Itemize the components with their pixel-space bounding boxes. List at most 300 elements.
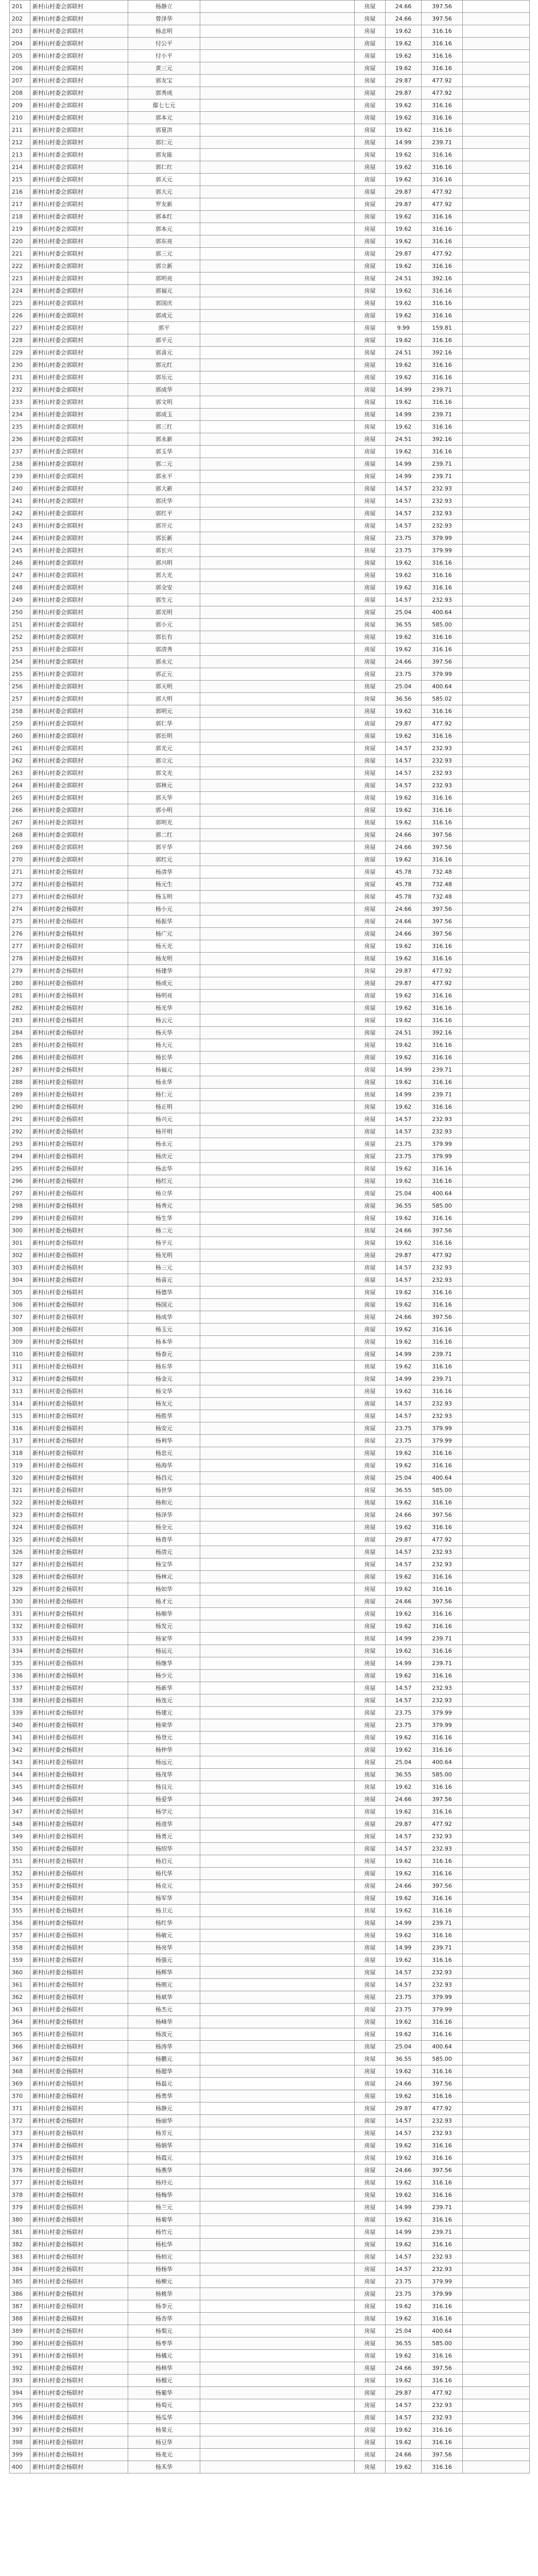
area-cell: 14.57	[386, 1979, 422, 1991]
table-row	[10, 260, 530, 273]
amount-cell: 316.16	[422, 1014, 463, 1027]
name-cell: 郭三红	[128, 421, 200, 433]
category-cell: 房屋	[355, 2300, 386, 2313]
blank-cell	[200, 2337, 355, 2350]
row-number-cell: 368	[10, 2065, 30, 2078]
row-number-cell: 242	[10, 507, 30, 520]
blank-cell	[200, 1286, 355, 1299]
blank-cell	[200, 2251, 355, 2263]
blank-cell	[200, 396, 355, 409]
category-cell: 房屋	[355, 1076, 386, 1089]
table-row	[10, 1967, 530, 1979]
table-row	[10, 1843, 530, 1855]
blank-cell	[200, 1769, 355, 1781]
table-row	[10, 2177, 530, 2189]
table-row	[10, 2337, 530, 2350]
blank-cell	[463, 1633, 530, 1645]
blank-cell	[200, 2078, 355, 2090]
amount-cell: 232.93	[422, 742, 463, 755]
blank-cell	[463, 2041, 530, 2053]
blank-cell	[463, 1917, 530, 1929]
name-cell: 杨果元	[128, 2424, 200, 2436]
table-row	[10, 2412, 530, 2424]
row-number-cell: 335	[10, 1657, 30, 1670]
row-number-cell: 274	[10, 903, 30, 916]
area-cell: 24.66	[386, 928, 422, 940]
amount-cell: 477.92	[422, 1818, 463, 1831]
blank-cell	[463, 1002, 530, 1014]
area-cell: 19.62	[386, 1460, 422, 1472]
area-cell: 23.75	[386, 2276, 422, 2288]
category-cell: 房屋	[355, 1274, 386, 1286]
unit-cell: 新村山村委会杨联村	[30, 1497, 128, 1509]
category-cell: 房屋	[355, 211, 386, 223]
amount-cell: 392.16	[422, 1027, 463, 1039]
category-cell: 房屋	[355, 297, 386, 310]
row-number-cell: 330	[10, 1596, 30, 1608]
name-cell: 郭本元	[128, 112, 200, 124]
name-cell: 杨鹏元	[128, 2053, 200, 2065]
blank-cell	[200, 2177, 355, 2189]
name-cell: 杨本华	[128, 1336, 200, 1348]
blank-cell	[200, 1793, 355, 1806]
area-cell: 23.75	[386, 1150, 422, 1163]
row-number-cell: 256	[10, 681, 30, 693]
name-cell: 郭长明	[128, 730, 200, 742]
area-cell: 45.78	[386, 878, 422, 891]
unit-cell: 新村山村委会杨联村	[30, 891, 128, 903]
area-cell: 19.62	[386, 446, 422, 458]
category-cell: 房屋	[355, 1521, 386, 1534]
amount-cell: 239.71	[422, 409, 463, 421]
amount-cell: 316.16	[422, 2300, 463, 2313]
table-row	[10, 2189, 530, 2201]
name-cell: 杨平元	[128, 1237, 200, 1249]
blank-cell	[463, 1583, 530, 1596]
unit-cell: 新村山村委会郭联村	[30, 310, 128, 322]
table-row	[10, 223, 530, 235]
unit-cell: 新村山村委会郭联村	[30, 161, 128, 174]
area-cell: 23.75	[386, 545, 422, 557]
table-row	[10, 359, 530, 371]
amount-cell: 316.16	[422, 310, 463, 322]
blank-cell	[463, 1385, 530, 1398]
blank-cell	[200, 1274, 355, 1286]
blank-cell	[463, 1052, 530, 1064]
unit-cell: 新村山村委会杨联村	[30, 2375, 128, 2387]
amount-cell: 316.16	[422, 582, 463, 594]
blank-cell	[200, 2263, 355, 2276]
table-row	[10, 483, 530, 495]
blank-cell	[200, 2350, 355, 2362]
category-cell: 房屋	[355, 990, 386, 1002]
unit-cell: 新村山村委会郭联村	[30, 841, 128, 854]
blank-cell	[200, 285, 355, 297]
row-number-cell: 316	[10, 1422, 30, 1435]
area-cell: 23.75	[386, 1707, 422, 1719]
category-cell: 房屋	[355, 1991, 386, 2004]
name-cell: 杨元生	[128, 878, 200, 891]
blank-cell	[200, 470, 355, 483]
category-cell: 房屋	[355, 99, 386, 112]
row-number-cell: 359	[10, 1954, 30, 1967]
unit-cell: 新村山村委会郭联村	[30, 322, 128, 334]
category-cell: 房屋	[355, 495, 386, 507]
unit-cell: 新村山村委会杨联村	[30, 1657, 128, 1670]
amount-cell: 379.99	[422, 2004, 463, 2016]
blank-cell	[463, 1596, 530, 1608]
area-cell: 24.66	[386, 1880, 422, 1892]
amount-cell: 316.16	[422, 2028, 463, 2041]
amount-cell: 316.16	[422, 1336, 463, 1348]
row-number-cell: 345	[10, 1781, 30, 1793]
blank-cell	[200, 458, 355, 470]
name-cell: 郭仁元	[128, 137, 200, 149]
blank-cell	[200, 1694, 355, 1707]
unit-cell: 新村山村委会杨联村	[30, 1694, 128, 1707]
category-cell: 房屋	[355, 520, 386, 532]
unit-cell: 新村山村委会杨联村	[30, 1596, 128, 1608]
unit-cell: 新村山村委会郭联村	[30, 1, 128, 13]
name-cell: 杨辉华	[128, 1967, 200, 1979]
amount-cell: 239.71	[422, 1657, 463, 1670]
row-number-cell: 292	[10, 1126, 30, 1138]
table-row	[10, 619, 530, 631]
blank-cell	[200, 705, 355, 718]
blank-cell	[463, 977, 530, 990]
blank-cell	[463, 334, 530, 347]
blank-cell	[463, 1472, 530, 1484]
row-number-cell: 282	[10, 1002, 30, 1014]
amount-cell: 379.99	[422, 1435, 463, 1447]
row-number-cell: 281	[10, 990, 30, 1002]
blank-cell	[463, 507, 530, 520]
unit-cell: 新村山村委会郭联村	[30, 396, 128, 409]
name-cell: 郭成华	[128, 384, 200, 396]
amount-cell: 585.02	[422, 693, 463, 705]
name-cell: 杨娟华	[128, 2140, 200, 2152]
blank-cell	[463, 1225, 530, 1237]
unit-cell: 新村山村委会郭联村	[30, 520, 128, 532]
blank-cell	[200, 2461, 355, 2473]
unit-cell: 新村山村委会杨联村	[30, 2251, 128, 2263]
blank-cell	[200, 2152, 355, 2164]
area-cell: 29.87	[386, 198, 422, 211]
category-cell: 房屋	[355, 1979, 386, 1991]
blank-cell	[200, 977, 355, 990]
row-number-cell: 301	[10, 1237, 30, 1249]
category-cell: 房屋	[355, 2449, 386, 2461]
name-cell: 郭大光	[128, 569, 200, 582]
blank-cell	[463, 198, 530, 211]
amount-cell: 232.93	[422, 1843, 463, 1855]
amount-cell: 232.93	[422, 1682, 463, 1694]
area-cell: 19.62	[386, 2140, 422, 2152]
table-row	[10, 211, 530, 223]
blank-cell	[463, 421, 530, 433]
blank-cell	[200, 668, 355, 681]
row-number-cell: 383	[10, 2251, 30, 2263]
blank-cell	[463, 1435, 530, 1447]
name-cell: 杨克元	[128, 1880, 200, 1892]
unit-cell: 新村山村委会杨联村	[30, 1880, 128, 1892]
blank-cell	[200, 693, 355, 705]
blank-cell	[200, 606, 355, 619]
unit-cell: 新村山村委会郭联村	[30, 13, 128, 25]
unit-cell: 新村山村委会杨联村	[30, 2201, 128, 2214]
area-cell: 19.62	[386, 371, 422, 384]
table-row	[10, 446, 530, 458]
amount-cell: 379.99	[422, 1707, 463, 1719]
row-number-cell: 331	[10, 1608, 30, 1620]
area-cell: 19.62	[386, 1892, 422, 1905]
unit-cell: 新村山村委会郭联村	[30, 87, 128, 99]
area-cell: 19.62	[386, 260, 422, 273]
blank-cell	[200, 2399, 355, 2412]
row-number-cell: 241	[10, 495, 30, 507]
name-cell: 郭大元	[128, 186, 200, 198]
category-cell: 房屋	[355, 396, 386, 409]
area-cell: 19.62	[386, 1212, 422, 1225]
name-cell: 杨兴元	[128, 1113, 200, 1126]
table-row	[10, 903, 530, 916]
amount-cell: 316.16	[422, 705, 463, 718]
amount-cell: 397.56	[422, 1596, 463, 1608]
table-row	[10, 2201, 530, 2214]
blank-cell	[463, 359, 530, 371]
area-cell: 24.66	[386, 1, 422, 13]
name-cell: 杨胜华	[128, 1410, 200, 1422]
name-cell: 杨松华	[128, 2239, 200, 2251]
area-cell: 19.62	[386, 334, 422, 347]
blank-cell	[200, 2041, 355, 2053]
unit-cell: 新村山村委会郭联村	[30, 829, 128, 841]
name-cell: 杨进华	[128, 1818, 200, 1831]
amount-cell: 232.93	[422, 507, 463, 520]
name-cell: 郭玉华	[128, 446, 200, 458]
category-cell: 房屋	[355, 1336, 386, 1348]
blank-cell	[200, 2028, 355, 2041]
table-row	[10, 421, 530, 433]
blank-cell	[200, 174, 355, 186]
name-cell: 杨静立	[128, 1, 200, 13]
table-row	[10, 1410, 530, 1422]
table-row	[10, 2041, 530, 2053]
row-number-cell: 254	[10, 656, 30, 668]
blank-cell	[463, 1744, 530, 1756]
blank-cell	[200, 1979, 355, 1991]
row-number-cell: 311	[10, 1361, 30, 1373]
category-cell: 房屋	[355, 223, 386, 235]
table-row	[10, 2325, 530, 2337]
table-row	[10, 198, 530, 211]
name-cell: 付小平	[128, 50, 200, 62]
name-cell: 杨波元	[128, 2028, 200, 2041]
unit-cell: 新村山村委会杨联村	[30, 2103, 128, 2115]
amount-cell: 397.56	[422, 1225, 463, 1237]
unit-cell: 新村山村委会郭联村	[30, 347, 128, 359]
unit-cell: 新村山村委会杨联村	[30, 1719, 128, 1732]
name-cell: 杨广元	[128, 928, 200, 940]
blank-cell	[463, 965, 530, 977]
area-cell: 24.66	[386, 841, 422, 854]
area-cell: 14.57	[386, 1831, 422, 1843]
name-cell: 杨磊元	[128, 2078, 200, 2090]
table-row	[10, 2362, 530, 2375]
amount-cell: 232.93	[422, 1398, 463, 1410]
blank-cell	[463, 2362, 530, 2375]
category-cell: 房屋	[355, 1126, 386, 1138]
name-cell: 杨燕华	[128, 2164, 200, 2177]
table-row	[10, 409, 530, 421]
unit-cell: 新村山村委会杨联村	[30, 2263, 128, 2276]
name-cell: 郭夏洪	[128, 124, 200, 137]
blank-cell	[200, 1818, 355, 1831]
amount-cell: 232.93	[422, 1979, 463, 1991]
blank-cell	[200, 1929, 355, 1942]
blank-cell	[463, 1076, 530, 1089]
blank-cell	[200, 2239, 355, 2251]
blank-cell	[200, 891, 355, 903]
table-row	[10, 124, 530, 137]
category-cell: 房屋	[355, 1954, 386, 1967]
area-cell: 19.62	[386, 174, 422, 186]
table-row	[10, 2065, 530, 2078]
name-cell: 杨成华	[128, 1311, 200, 1324]
row-number-cell: 279	[10, 965, 30, 977]
blank-cell	[200, 1064, 355, 1076]
area-cell: 19.62	[386, 285, 422, 297]
area-cell: 14.99	[386, 1064, 422, 1076]
amount-cell: 477.92	[422, 1534, 463, 1546]
blank-cell	[200, 742, 355, 755]
area-cell: 19.62	[386, 2313, 422, 2325]
name-cell: 杨春元	[128, 1348, 200, 1361]
amount-cell: 316.16	[422, 2239, 463, 2251]
category-cell: 房屋	[355, 1484, 386, 1497]
blank-cell	[463, 87, 530, 99]
blank-cell	[463, 2152, 530, 2164]
amount-cell: 585.00	[422, 2337, 463, 2350]
blank-cell	[200, 1670, 355, 1682]
amount-cell: 316.16	[422, 223, 463, 235]
amount-cell: 316.16	[422, 235, 463, 248]
area-cell: 19.62	[386, 643, 422, 656]
unit-cell: 新村山村委会杨联村	[30, 1806, 128, 1818]
row-number-cell: 390	[10, 2337, 30, 2350]
unit-cell: 新村山村委会杨联村	[30, 1546, 128, 1558]
row-number-cell: 371	[10, 2103, 30, 2115]
category-cell: 房屋	[355, 1596, 386, 1608]
name-cell: 杨禾华	[128, 2461, 200, 2473]
name-cell: 杨梨元	[128, 2325, 200, 2337]
table-row	[10, 1014, 530, 1027]
row-number-cell: 309	[10, 1336, 30, 1348]
row-number-cell: 252	[10, 631, 30, 643]
table-row	[10, 681, 530, 693]
category-cell: 房屋	[355, 1385, 386, 1398]
amount-cell: 316.16	[422, 2436, 463, 2449]
table-row	[10, 928, 530, 940]
row-number-cell: 239	[10, 470, 30, 483]
name-cell: 杨杨华	[128, 2263, 200, 2276]
amount-cell: 316.16	[422, 1781, 463, 1793]
category-cell: 房屋	[355, 2053, 386, 2065]
name-cell: 杨大元	[128, 1039, 200, 1052]
table-row	[10, 1497, 530, 1509]
amount-cell: 232.93	[422, 1410, 463, 1422]
row-number-cell: 400	[10, 2461, 30, 2473]
blank-cell	[463, 1806, 530, 1818]
category-cell: 房屋	[355, 1163, 386, 1175]
blank-cell	[200, 2325, 355, 2337]
category-cell: 房屋	[355, 2004, 386, 2016]
amount-cell: 477.92	[422, 2387, 463, 2399]
row-number-cell: 283	[10, 1014, 30, 1027]
table-row	[10, 1571, 530, 1583]
table-row	[10, 656, 530, 668]
name-cell: 杨世华	[128, 1484, 200, 1497]
area-cell: 19.62	[386, 953, 422, 965]
unit-cell: 新村山村委会杨联村	[30, 1868, 128, 1880]
area-cell: 19.62	[386, 940, 422, 953]
row-number-cell: 324	[10, 1521, 30, 1534]
blank-cell	[200, 1410, 355, 1422]
row-number-cell: 273	[10, 891, 30, 903]
blank-cell	[200, 1113, 355, 1126]
area-cell: 29.87	[386, 75, 422, 87]
area-cell: 29.87	[386, 248, 422, 260]
table-row	[10, 1942, 530, 1954]
table-row	[10, 1398, 530, 1410]
amount-cell: 397.56	[422, 916, 463, 928]
blank-cell	[463, 1064, 530, 1076]
amount-cell: 316.16	[422, 124, 463, 137]
row-number-cell: 228	[10, 334, 30, 347]
category-cell: 房屋	[355, 384, 386, 396]
category-cell: 房屋	[355, 977, 386, 990]
category-cell: 房屋	[355, 619, 386, 631]
area-cell: 14.99	[386, 384, 422, 396]
area-cell: 14.57	[386, 2412, 422, 2424]
amount-cell: 232.93	[422, 1262, 463, 1274]
category-cell: 房屋	[355, 1756, 386, 1769]
row-number-cell: 284	[10, 1027, 30, 1039]
blank-cell	[200, 1596, 355, 1608]
blank-cell	[463, 1361, 530, 1373]
blank-cell	[463, 1967, 530, 1979]
row-number-cell: 317	[10, 1435, 30, 1447]
category-cell: 房屋	[355, 1707, 386, 1719]
name-cell: 郭立新	[128, 260, 200, 273]
table-row	[10, 582, 530, 594]
blank-cell	[200, 2288, 355, 2300]
unit-cell: 新村山村委会杨联村	[30, 2350, 128, 2362]
unit-cell: 新村山村委会杨联村	[30, 1422, 128, 1435]
area-cell: 19.62	[386, 1052, 422, 1064]
amount-cell: 477.92	[422, 75, 463, 87]
unit-cell: 新村山村委会郭联村	[30, 174, 128, 186]
row-number-cell: 386	[10, 2288, 30, 2300]
area-cell: 29.87	[386, 87, 422, 99]
name-cell: 杨光明	[128, 1249, 200, 1262]
amount-cell: 232.93	[422, 779, 463, 792]
category-cell: 房屋	[355, 1101, 386, 1113]
table-row	[10, 1237, 530, 1249]
name-cell: 郭长兴	[128, 545, 200, 557]
blank-cell	[463, 693, 530, 705]
unit-cell: 新村山村委会杨联村	[30, 2313, 128, 2325]
